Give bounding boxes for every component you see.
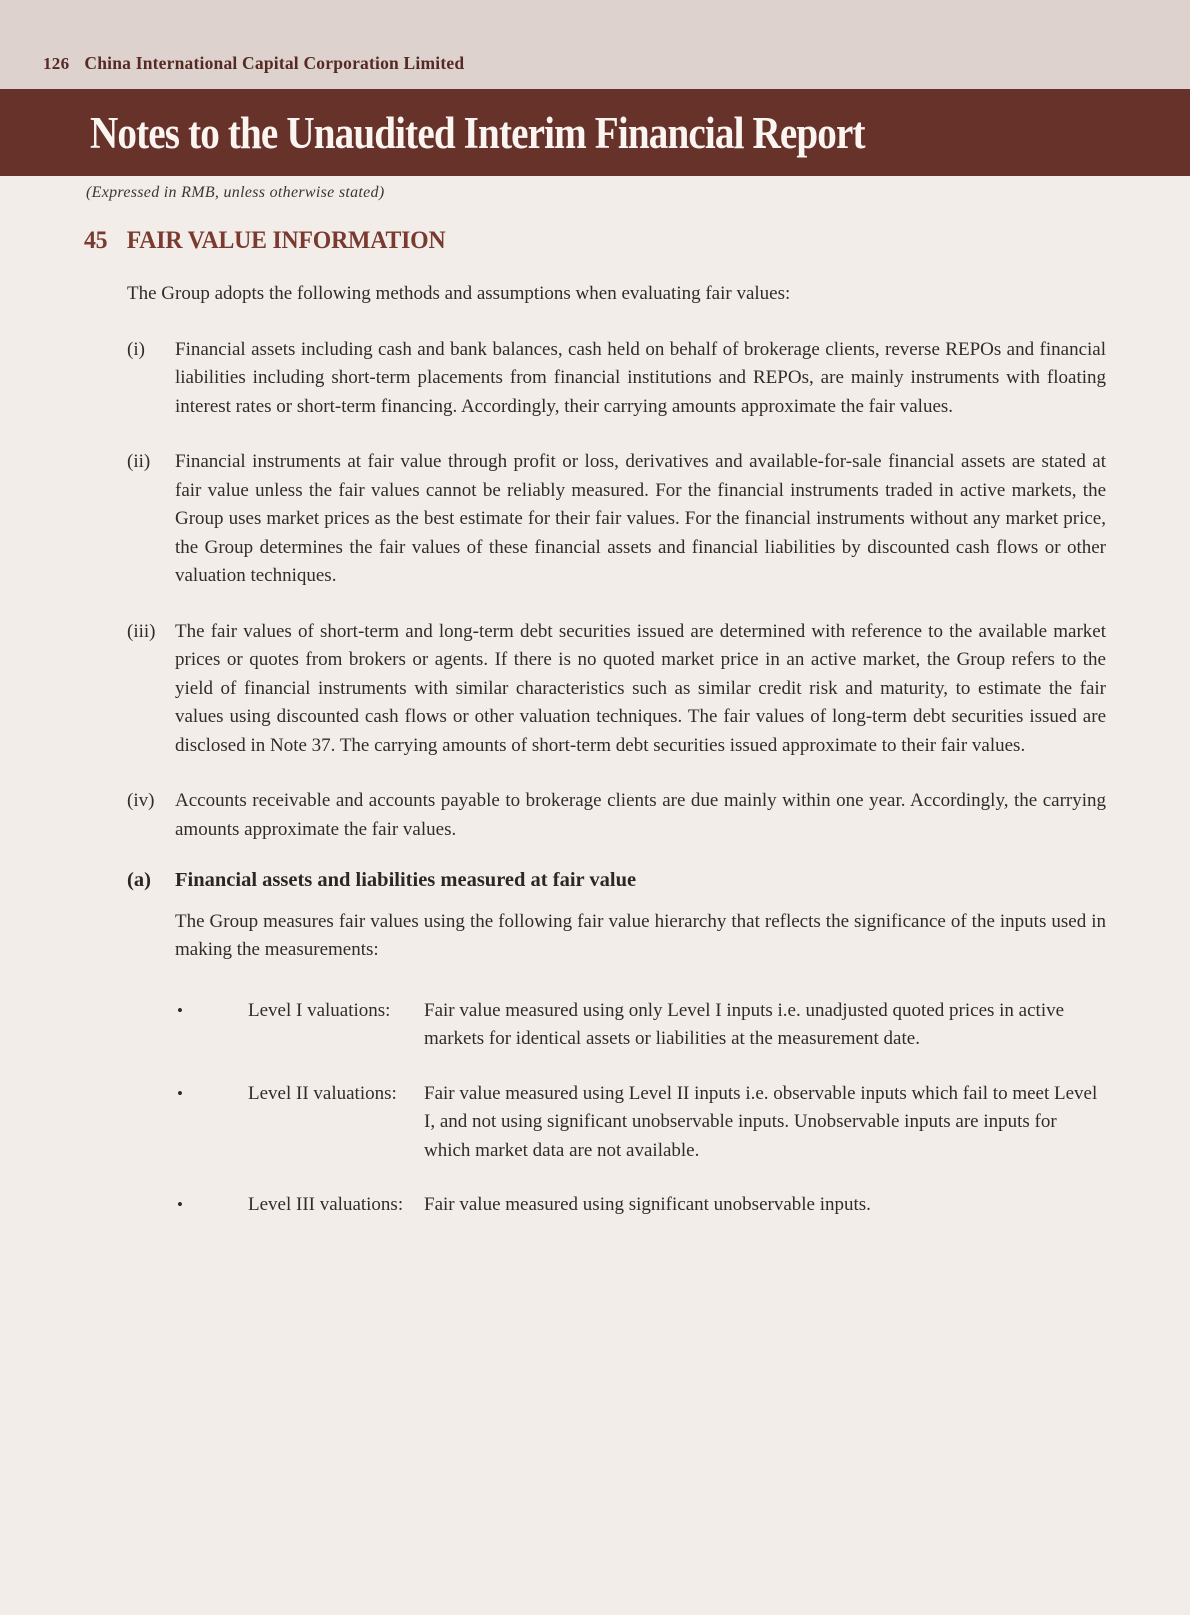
list-item-text: Accounts receivable and accounts payable to brokerage clients are due mainly within one year. Accordingly, the carrying amounts approximate the fair values. xyxy=(175,790,1106,840)
bullet-label: Level III valuations: xyxy=(248,1194,404,1215)
bullet-label: Level II valuations: xyxy=(248,1082,397,1104)
bullet-item xyxy=(175,1080,1106,1166)
bullet-dot-icon: • xyxy=(177,1000,183,1020)
bullet-text: Fair value measured using significant unobservable inputs. xyxy=(424,1194,871,1215)
subsection-body xyxy=(175,908,1106,1220)
title-banner xyxy=(0,89,1190,176)
subsection-marker: (a) xyxy=(127,869,151,891)
list-item xyxy=(127,618,1106,761)
subsection-heading xyxy=(127,866,1106,895)
document-body xyxy=(0,184,1190,1220)
list-item xyxy=(127,448,1106,591)
section-heading xyxy=(84,227,1135,255)
subsection-intro: The Group measures fair values using the following fair value hierarchy that reflects the significance of the inputs used in making the measurements: xyxy=(175,910,1106,960)
expressed-note: (Expressed in RMB, unless otherwise stated) xyxy=(86,184,385,201)
bullet-item xyxy=(175,1191,1106,1220)
bullet-item xyxy=(175,997,1106,1054)
section-body xyxy=(127,280,1106,1220)
page-header xyxy=(0,0,1190,89)
list-item-marker: (i) xyxy=(127,338,145,360)
list-item-text: Financial instruments at fair value through profit or loss, derivatives and available-for-sale financial assets are stated at fair value unless the fair values cannot be reliably measured. For the financial instruments traded in active markets, the Group uses market prices as the best estimate for their fair values. For the financial instruments without any market price, the Group determines the fair values of these financial assets and financial liabilities by discounted cash flows or other valuation techniques. xyxy=(175,451,1106,586)
bullet-label: Level I valuations: xyxy=(248,999,391,1021)
page-number: 126 xyxy=(43,54,70,73)
list-item xyxy=(127,336,1106,422)
bullet-text: Fair value measured using Level II inputs i.e. observable inputs which fail to meet Level I, and not using significant unobservable inputs. Unobservable inputs are inputs for which market data are not available. xyxy=(424,1082,1098,1161)
bullet-list xyxy=(175,997,1106,1220)
roman-list xyxy=(127,336,1106,845)
bullet-dot-icon: • xyxy=(177,1195,183,1214)
list-item xyxy=(127,787,1106,844)
list-item-marker: (ii) xyxy=(127,451,151,472)
list-item-marker: (iii) xyxy=(127,620,156,642)
subsection-title: Financial assets and liabilities measured at fair value xyxy=(175,869,637,891)
section-title: FAIR VALUE INFORMATION xyxy=(126,227,446,254)
page-title: Notes to the Unaudited Interim Financial Report xyxy=(90,107,865,158)
bullet-dot-icon: • xyxy=(177,1083,183,1103)
list-item-text: The fair values of short-term and long-term debt securities issued are determined with reference to the available market prices or quotes from brokers or agents. If there is no quoted market price in an active market, the Group refers to the yield of financial instruments with similar characteristics such as similar credit risk and maturity, to estimate the fair values using discounted cash flows or other valuation techniques. The fair values of long-term debt securities issued are disclosed in Note 37. The carrying amounts of short-term debt securities issued approximate to their fair values. xyxy=(175,620,1106,756)
list-item-marker: (iv) xyxy=(127,790,155,811)
company-name: China International Capital Corporation Limited xyxy=(84,53,465,73)
section-intro: The Group adopts the following methods and assumptions when evaluating fair values: xyxy=(127,283,791,304)
bullet-text: Fair value measured using only Level I inputs i.e. unadjusted quoted prices in active markets for identical assets or liabilities at the measurement date. xyxy=(424,999,1065,1049)
section-number: 45 xyxy=(84,227,108,254)
list-item-text: Financial assets including cash and bank balances, cash held on behalf of brokerage clients, reverse REPOs and financial liabilities including short-term placements from financial institutions and REPOs, are mainly instruments with floating interest rates or short-term financing. Accordingly, their carrying amounts approximate the fair values. xyxy=(175,338,1106,417)
